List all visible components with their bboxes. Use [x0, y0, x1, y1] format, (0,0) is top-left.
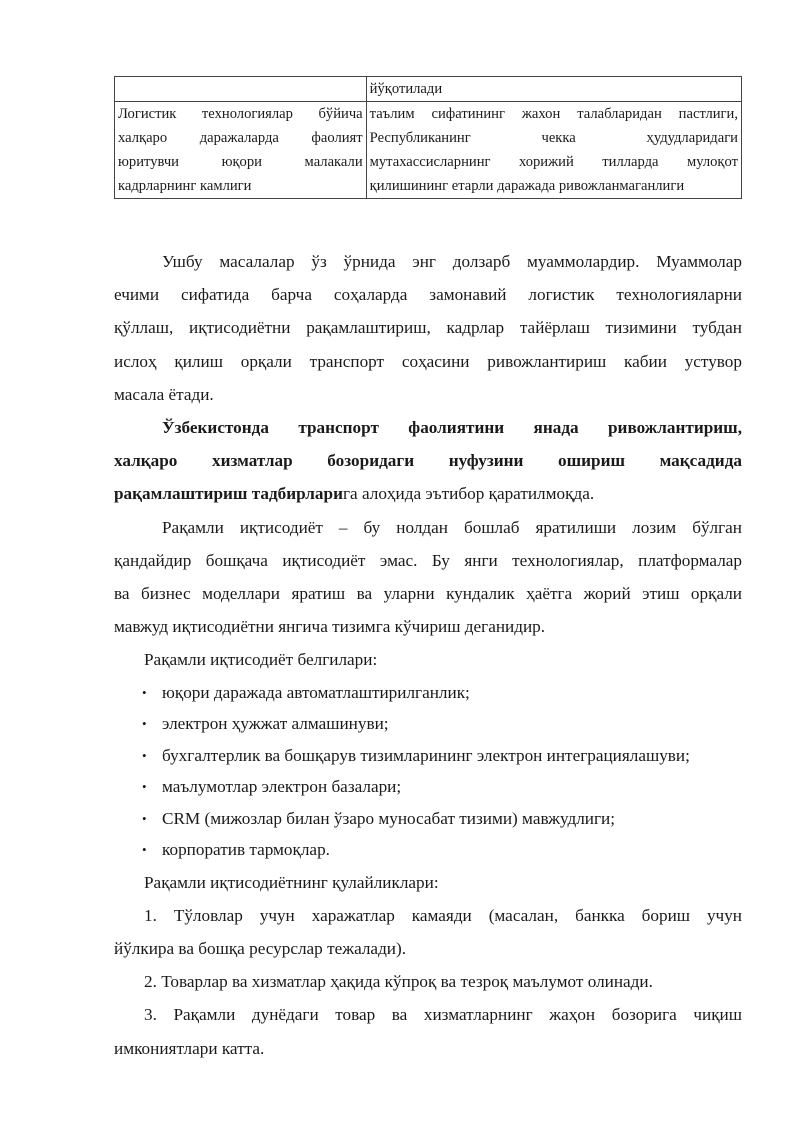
- text-line: халқаро хизматлар бозоридаги нуфузини ошириш мақсадида: [114, 451, 742, 471]
- list-item: [114, 740, 742, 772]
- bold-phrase: рақамлаштириш тадбирлари: [114, 484, 343, 504]
- numbered-paragraph: 2. Товарлар ва хизматлар ҳақида кўпроқ ва тезроқ маълумот олинади.: [144, 972, 653, 992]
- list-item-text: электрон ҳужжат алмашинуви;: [162, 714, 389, 734]
- list-item: [114, 771, 742, 803]
- paragraph: [114, 511, 742, 644]
- text-line: Рақамли иқтисодиёт – бу нолдан бошлаб яратилиши лозим бўлган: [162, 517, 742, 537]
- table-cell-empty: [115, 77, 367, 102]
- table-cell-line: мутахассисларнинг хорижий тилларда мулоқот: [369, 154, 738, 170]
- table-cell-line: халқаро даражаларда фаолият: [118, 130, 363, 146]
- text-line: Ушбу масалалар ўз ўрнида энг долзарб муаммолардир. Муаммолар: [162, 252, 742, 271]
- table-cell-line: Логистик технологиялар бўйича: [118, 106, 363, 122]
- numbered-paragraph: [114, 998, 742, 1064]
- table-cell-line: йўқотилади: [369, 81, 443, 97]
- list-item-text: юқори даражада автоматлаштирилганлик;: [162, 682, 470, 702]
- table-cell-line: қилишининг етарли даражада ривожланмаганлиги: [369, 178, 685, 194]
- signs-heading: Рақамли иқтисодиёт белгилари:: [144, 650, 378, 670]
- paragraph: [114, 245, 742, 411]
- bullet-icon: •: [142, 810, 147, 826]
- paragraph-bold-intro: [114, 411, 742, 511]
- list-item-text: маълумотлар электрон базалари;: [162, 777, 402, 797]
- table-cell: [366, 102, 741, 199]
- text-line: қўллаш, иқтисодиётни рақамлаштириш, кадрлар тайёрлаш тизимини тубдан: [114, 318, 742, 338]
- document-body: [114, 245, 742, 1065]
- table-cell-line: кадрларнинг камлиги: [118, 178, 252, 194]
- bullet-icon: •: [142, 779, 147, 795]
- bullet-icon: •: [142, 747, 147, 763]
- bullet-icon: •: [142, 716, 147, 732]
- text-line: 1. Тўловлар учун харажатлар камаяди (масалан, банкка бориш учун: [144, 905, 742, 925]
- advantages-heading: Рақамли иқтисодиётнинг қулайликлари:: [144, 872, 439, 892]
- table-cell: [115, 102, 367, 199]
- text-line: масала ётади.: [114, 384, 214, 404]
- text-line: [114, 477, 742, 510]
- list-item-text: CRM (мижозлар билан ўзаро муносабат тизими) мавжудлиги;: [162, 808, 615, 828]
- table-row: [115, 77, 742, 102]
- table-cell: [366, 77, 741, 102]
- text-line: имкониятлари катта.: [114, 1038, 265, 1058]
- text-line: ва бизнес моделлари яратиш ва уларни кундалик ҳаётга жорий этиш орқали: [114, 584, 742, 604]
- list-item-text: бухгалтерлик ва бошқарув тизимларининг электрон интеграциялашуви;: [162, 745, 690, 765]
- text-line: қандайдир бошқача иқтисодиёт эмас. Бу янги технологиялар, платформалар: [114, 550, 742, 570]
- table-cell-line: юритувчи юқори малакали: [118, 154, 363, 170]
- table-row: [115, 102, 742, 199]
- text-fragment: га алоҳида эътибор қаратилмоқда.: [343, 484, 595, 504]
- text-line: Ўзбекистонда транспорт фаолиятини янада ривожлантириш,: [162, 418, 742, 438]
- text-line: 3. Рақамли дунёдаги товар ва хизматларнинг жаҳон бозорига чиқиш: [144, 1005, 742, 1025]
- list-item: [114, 708, 742, 740]
- numbered-paragraph: [114, 899, 742, 965]
- text-line: мавжуд иқтисодиётни янгича тизимга кўчириш деганидир.: [114, 617, 546, 637]
- list-item: [114, 834, 742, 866]
- signs-list: [114, 677, 742, 866]
- text-line: ислоҳ қилиш орқали транспорт соҳасини ривожлантириш кабии устувор: [114, 351, 742, 371]
- bullet-icon: •: [142, 842, 147, 858]
- table-cell-line: таълим сифатининг жахон талабларидан пастлиги,: [369, 106, 738, 122]
- text-line: ечими сифатида барча соҳаларда замонавий логистик технологияларни: [114, 285, 742, 305]
- list-item-text: корпоратив тармоқлар.: [162, 840, 330, 860]
- bullet-icon: •: [142, 684, 147, 700]
- list-item: [114, 803, 742, 835]
- list-item: [114, 677, 742, 709]
- issues-table: [114, 76, 742, 199]
- text-line: йўлкира ва бошқа ресурслар тежалади).: [114, 939, 407, 959]
- table-cell-line: Республиканинг чекка ҳудудларидаги: [369, 130, 738, 146]
